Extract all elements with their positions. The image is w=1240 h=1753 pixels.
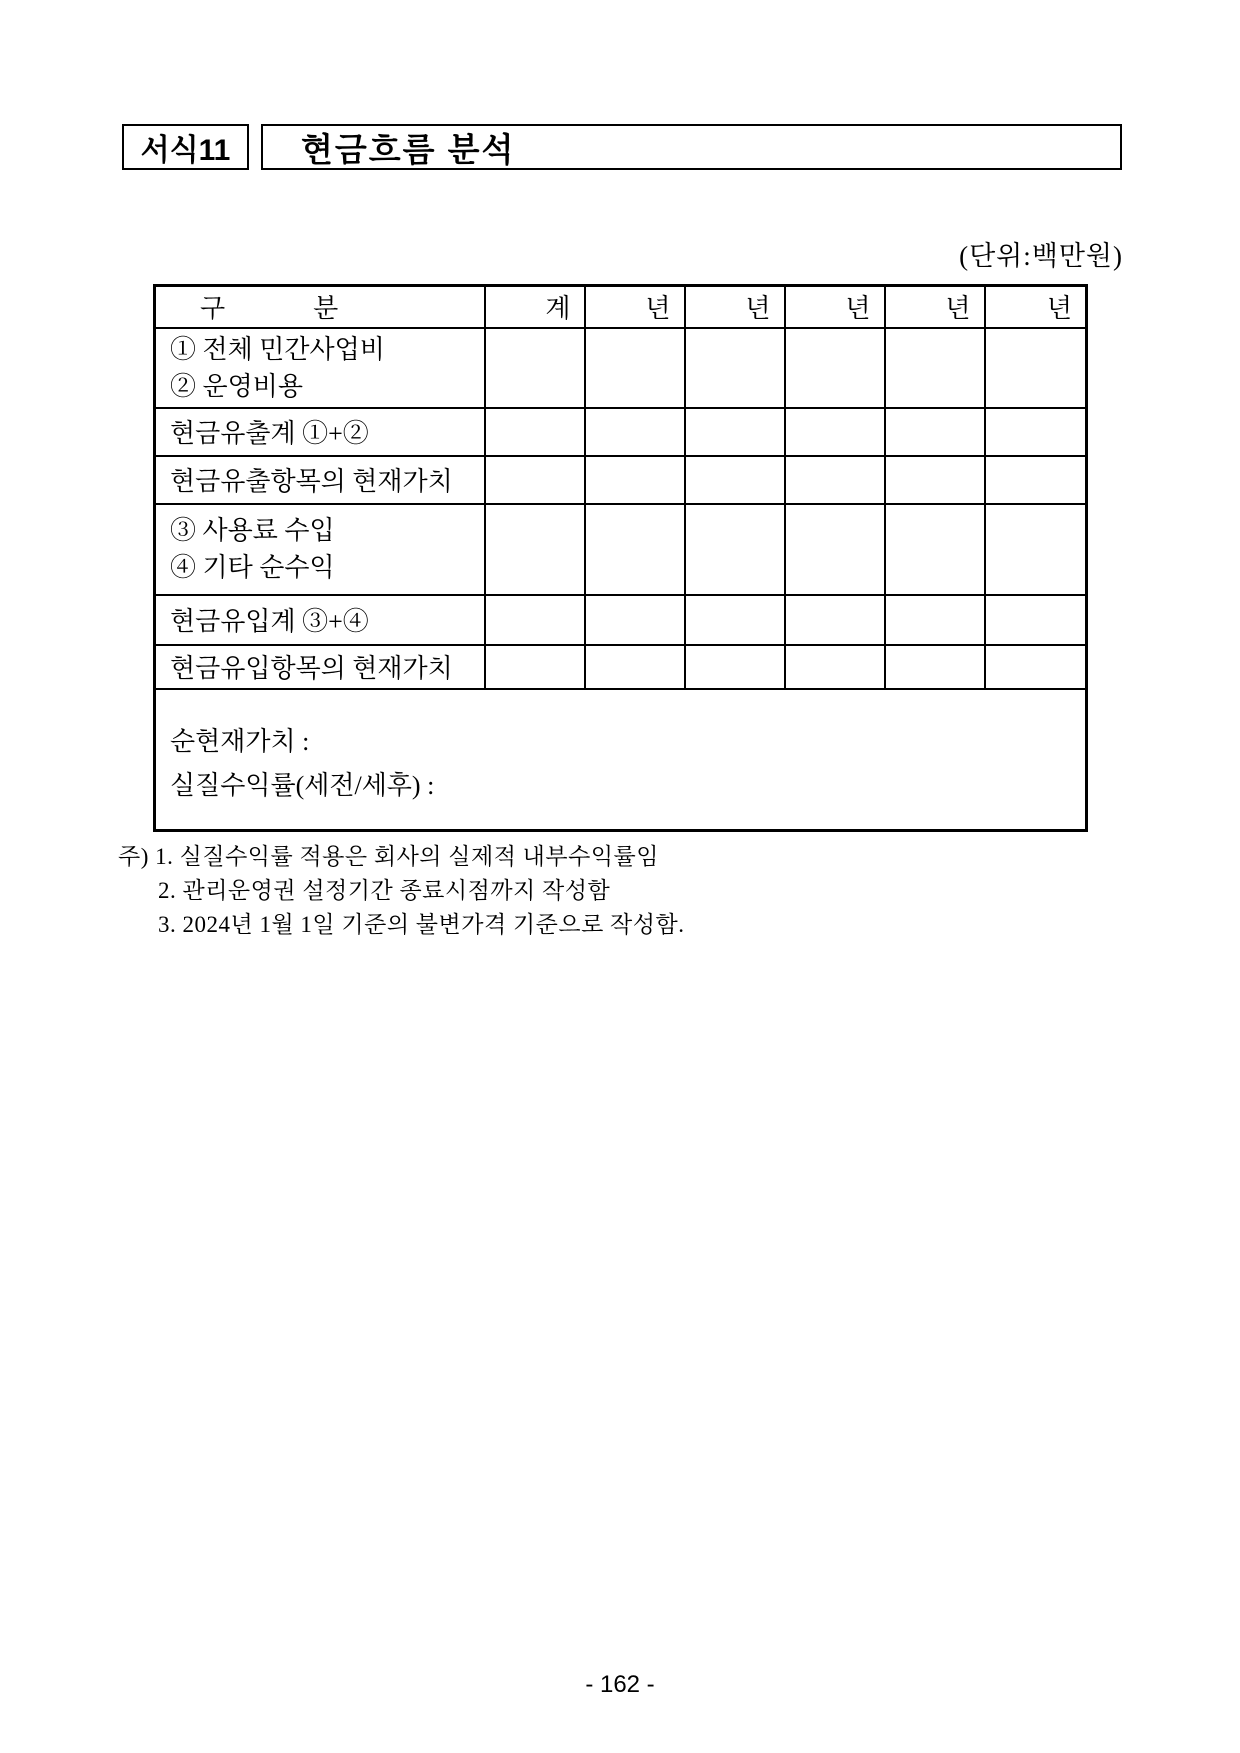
data-cell	[685, 456, 785, 504]
row-label-revenue	[155, 504, 485, 595]
table-row	[155, 595, 1087, 645]
data-cell	[785, 456, 885, 504]
column-header-year-5: 년	[985, 286, 1087, 328]
column-header-year-1: 년	[585, 286, 685, 328]
data-cell	[985, 645, 1087, 689]
data-cell	[585, 408, 685, 456]
category-header-part-left: 구	[200, 294, 226, 324]
data-cell	[485, 456, 585, 504]
data-cell	[885, 408, 985, 456]
footnote-2: 2. 관리운영권 설정기간 종료시점까지 작성함	[158, 878, 611, 903]
data-cell	[485, 408, 585, 456]
footnotes	[118, 840, 684, 942]
data-cell	[685, 504, 785, 595]
data-cell	[785, 408, 885, 456]
column-header-total: 계	[485, 286, 585, 328]
page-number: - 162 -	[585, 1671, 655, 1698]
data-cell	[485, 504, 585, 595]
data-cell	[785, 504, 885, 595]
column-header-year-3: 년	[785, 286, 885, 328]
row-label-line: ② 운영비용	[170, 371, 303, 401]
data-cell	[885, 504, 985, 595]
column-header-year-4: 년	[885, 286, 985, 328]
data-cell	[785, 328, 885, 408]
data-cell	[885, 328, 985, 408]
row-label-line: ③ 사용료 수입	[170, 516, 335, 545]
table-row	[155, 328, 1087, 408]
table-row	[155, 456, 1087, 504]
data-cell	[985, 504, 1087, 595]
footnote-3: 3. 2024년 1월 1일 기준의 불변가격 기준으로 작성함.	[158, 912, 685, 937]
data-cell	[585, 328, 685, 408]
data-cell	[785, 595, 885, 645]
net-present-value-label: 순현재가치 :	[170, 727, 310, 757]
category-header-part-right: 분	[313, 294, 339, 324]
column-header-year-2: 년	[685, 286, 785, 328]
data-cell	[885, 595, 985, 645]
data-cell	[685, 645, 785, 689]
data-cell	[885, 456, 985, 504]
data-cell	[785, 645, 885, 689]
unit-label: (단위:백만원)	[959, 241, 1123, 271]
footnote-1: 주) 1. 실질수익률 적용은 회사의 실제적 내부수익률임	[118, 844, 659, 869]
summary-cell	[155, 689, 1087, 831]
data-cell	[485, 328, 585, 408]
table-row	[155, 408, 1087, 456]
table-row	[155, 645, 1087, 689]
data-cell	[485, 595, 585, 645]
data-cell	[885, 645, 985, 689]
form-title-box	[261, 124, 1122, 170]
category-header-label	[156, 288, 484, 325]
real-rate-of-return-label: 실질수익률(세전/세후) :	[170, 771, 435, 801]
row-label-project-cost	[155, 328, 485, 408]
row-label-outflow-present-value: 현금유출항목의 현재가치	[155, 456, 485, 504]
data-cell	[985, 408, 1087, 456]
data-cell	[485, 645, 585, 689]
data-cell	[985, 456, 1087, 504]
row-label-cash-outflow-total: 현금유출계 ①+②	[155, 408, 485, 456]
data-cell	[585, 456, 685, 504]
row-label-inflow-present-value: 현금유입항목의 현재가치	[155, 645, 485, 689]
data-cell	[985, 595, 1087, 645]
category-header-cell	[155, 286, 485, 328]
data-cell	[685, 595, 785, 645]
cashflow-table	[153, 284, 1088, 832]
data-cell	[585, 504, 685, 595]
row-label-line: ① 전체 민간사업비	[170, 334, 385, 364]
table-footer-row	[155, 689, 1087, 831]
form-number-badge: 서식11	[122, 124, 249, 170]
table-header-row	[155, 286, 1087, 328]
row-label-line: ④ 기타 순수익	[170, 553, 335, 582]
data-cell	[585, 595, 685, 645]
data-cell	[585, 645, 685, 689]
data-cell	[985, 328, 1087, 408]
data-cell	[685, 328, 785, 408]
table-row	[155, 504, 1087, 595]
row-label-cash-inflow-total: 현금유입계 ③+④	[155, 595, 485, 645]
form-title: 현금흐름 분석	[301, 130, 516, 168]
data-cell	[685, 408, 785, 456]
